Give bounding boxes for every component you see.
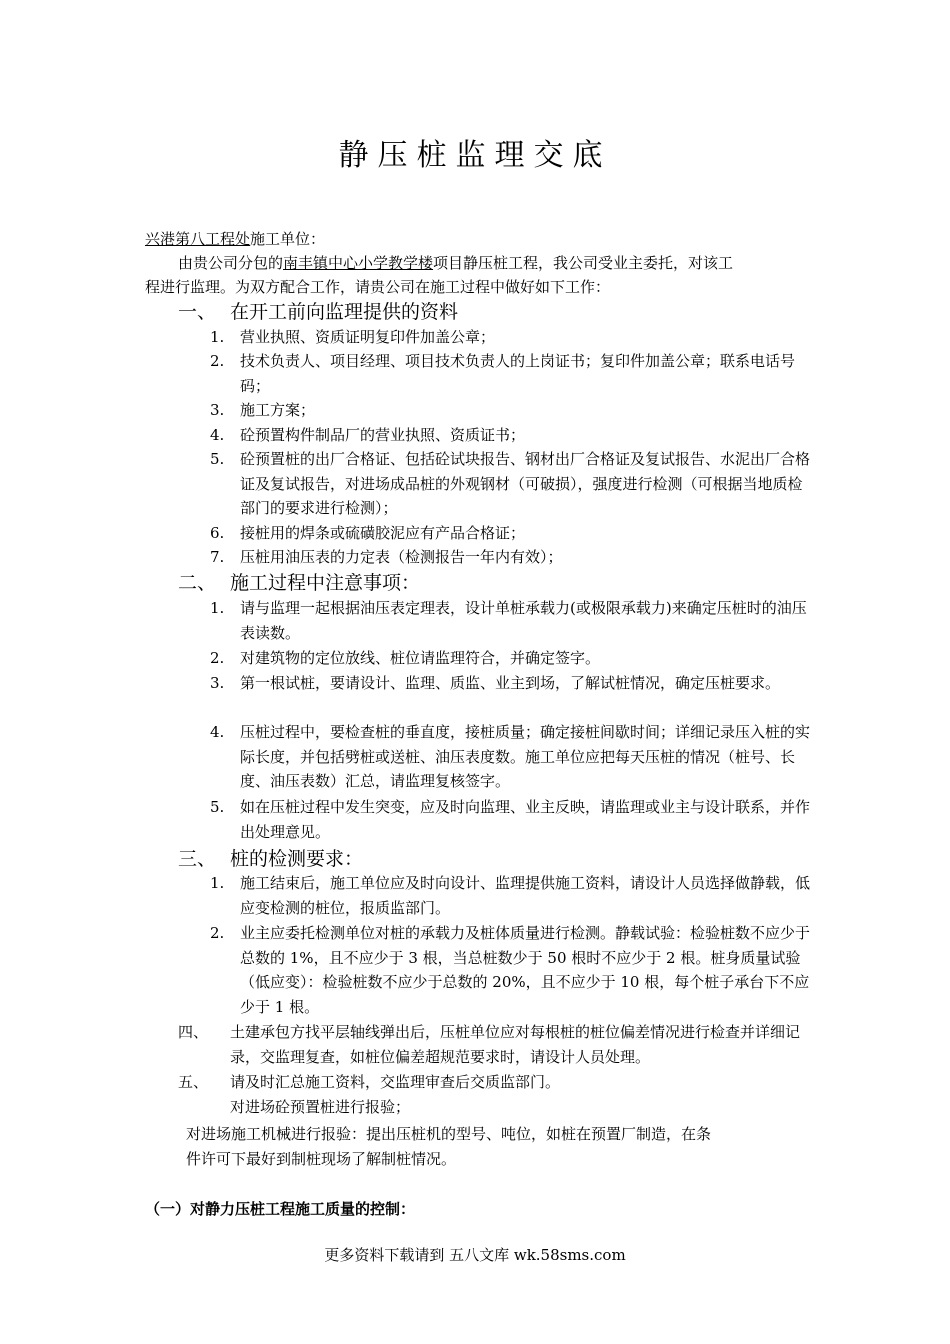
section-4 bbox=[178, 1020, 818, 1069]
item-text: 压桩用油压表的力定表（检测报告一年内有效）； bbox=[240, 548, 563, 566]
section-number: 五、 bbox=[178, 1073, 209, 1091]
item-text: 技术负责人、项目经理、项目技术负责人的上岗证书；复印件加盖公章；联系电话号码； bbox=[240, 352, 796, 395]
item-number: 5. bbox=[210, 798, 225, 816]
intro-line-1 bbox=[178, 251, 733, 275]
item-text: 施工结束后，施工单位应及时向设计、监理提供施工资料，请设计人员选择做静载，低应变检测的桩位，报质监部门。 bbox=[240, 874, 811, 917]
list-item bbox=[210, 871, 816, 920]
item-number: 7. bbox=[210, 548, 225, 566]
list-item bbox=[210, 325, 816, 350]
list-item bbox=[210, 596, 816, 645]
item-number: 1. bbox=[210, 874, 225, 892]
section-number: 二、 bbox=[178, 572, 217, 594]
extra-line-1: 对进场砼预置桩进行报验； bbox=[230, 1098, 411, 1116]
section-text: 请及时汇总施工资料，交监理审查后交质监部门。 bbox=[230, 1073, 561, 1091]
section-5 bbox=[178, 1070, 818, 1095]
item-text: 如在压桩过程中发生突变，应及时向监理、业主反映，请监理或业主与设计联系，并作出处理意见。 bbox=[240, 798, 811, 841]
salutation-suffix: 施工单位： bbox=[250, 230, 326, 248]
section-2-heading bbox=[178, 570, 420, 596]
section-3-heading bbox=[178, 846, 363, 872]
extra-line-2: 对进场施工机械进行报验：提出压桩机的型号、吨位，如桩在预置厂制造，在条 bbox=[186, 1125, 712, 1143]
item-number: 4. bbox=[210, 426, 225, 444]
project-name: 南丰镇中心小学教学楼 bbox=[283, 254, 434, 272]
construction-unit-name: 兴港第八工程处 bbox=[145, 230, 251, 248]
item-text: 营业执照、资质证明复印件加盖公章； bbox=[240, 328, 496, 346]
item-number: 1. bbox=[210, 599, 225, 617]
item-number: 4. bbox=[210, 723, 225, 741]
item-number: 2. bbox=[210, 649, 225, 667]
list-item bbox=[210, 646, 816, 671]
section-title: 桩的检测要求： bbox=[230, 848, 364, 870]
item-number: 1. bbox=[210, 328, 225, 346]
item-text: 业主应委托检测单位对桩的承载力及桩体质量进行检测。静载试验：检验桩数不应少于总数的 1%，且不应少于 3 根，当总桩数少于 50 根时不应少于 2 根。桩身质量试验（低应变）：检验桩数不应少于总数的 20%，且不应少于 10 根，每个桩子承台下不应少于 1 根。 bbox=[240, 924, 811, 1016]
extra-line-3: 件许可下最好到制桩现场了解制桩情况。 bbox=[186, 1150, 457, 1168]
section-1-heading bbox=[178, 299, 458, 325]
list-item bbox=[210, 921, 816, 1019]
item-text: 压桩过程中，要检查桩的垂直度，接桩质量；确定接桩间歇时间；详细记录压入桩的实际长度，并包括劈桩或送桩、油压表度数。施工单位应把每天压桩的情况（桩号、长度、油压表数）汇总，请监理复核签字。 bbox=[240, 723, 811, 790]
item-number: 6. bbox=[210, 524, 225, 542]
item-text: 砼预置构件制品厂的营业执照、资质证书； bbox=[240, 426, 526, 444]
item-text: 请与监理一起根据油压表定理表，设计单桩承载力(或极限承载力)来确定压桩时的油压表读数。 bbox=[240, 599, 807, 642]
section-text: 土建承包方找平层轴线弹出后，压桩单位应对每根桩的桩位偏差情况进行检查并详细记录，交监理复查，如桩位偏差超规范要求时，请设计人员处理。 bbox=[230, 1023, 801, 1066]
section-number: 三、 bbox=[178, 848, 217, 870]
intro-post: 项目静压桩工程，我公司受业主委托，对该工 bbox=[433, 254, 734, 272]
list-item bbox=[210, 423, 816, 448]
list-item bbox=[210, 521, 816, 546]
item-text: 施工方案； bbox=[240, 401, 316, 419]
item-text: 砼预置桩的出厂合格证、包括砼试块报告、钢材出厂合格证及复试报告、水泥出厂合格证及复试报告，对进场成品桩的外观钢材（可破损），强度进行检测（可根据当地质检部门的要求进行检测）； bbox=[240, 450, 811, 517]
item-number: 2. bbox=[210, 352, 225, 370]
section-title: 施工过程中注意事项： bbox=[230, 572, 421, 594]
list-item bbox=[210, 447, 816, 521]
intro-pre: 由贵公司分包的 bbox=[178, 254, 284, 272]
item-number: 2. bbox=[210, 924, 225, 942]
item-text: 对建筑物的定位放线、桩位请监理符合，并确定签字。 bbox=[240, 649, 601, 667]
document-title: 静压桩监理交底 bbox=[338, 138, 612, 173]
list-item bbox=[210, 349, 816, 398]
list-item bbox=[210, 671, 816, 696]
section-title: 在开工前向监理提供的资料 bbox=[230, 301, 459, 323]
list-item bbox=[210, 545, 816, 570]
intro-line-2: 程进行监理。为双方配合工作，请贵公司在施工过程中做好如下工作： bbox=[145, 278, 611, 296]
list-item bbox=[210, 795, 816, 844]
item-number: 3. bbox=[210, 401, 225, 419]
salutation bbox=[145, 227, 325, 251]
subheading: （一）对静力压桩工程施工质量的控制： bbox=[145, 1200, 416, 1218]
footer: 更多资料下载请到 五八文库 wk.58sms.com bbox=[324, 1246, 626, 1264]
item-number: 5. bbox=[210, 450, 225, 468]
section-number: 一、 bbox=[178, 301, 217, 323]
list-item bbox=[210, 398, 816, 423]
item-text: 接桩用的焊条或硫磺胶泥应有产品合格证； bbox=[240, 524, 526, 542]
list-item bbox=[210, 720, 816, 794]
item-text: 第一根试桩，要请设计、监理、质监、业主到场，了解试桩情况，确定压桩要求。 bbox=[240, 674, 781, 692]
item-number: 3. bbox=[210, 674, 225, 692]
section-number: 四、 bbox=[178, 1023, 209, 1041]
